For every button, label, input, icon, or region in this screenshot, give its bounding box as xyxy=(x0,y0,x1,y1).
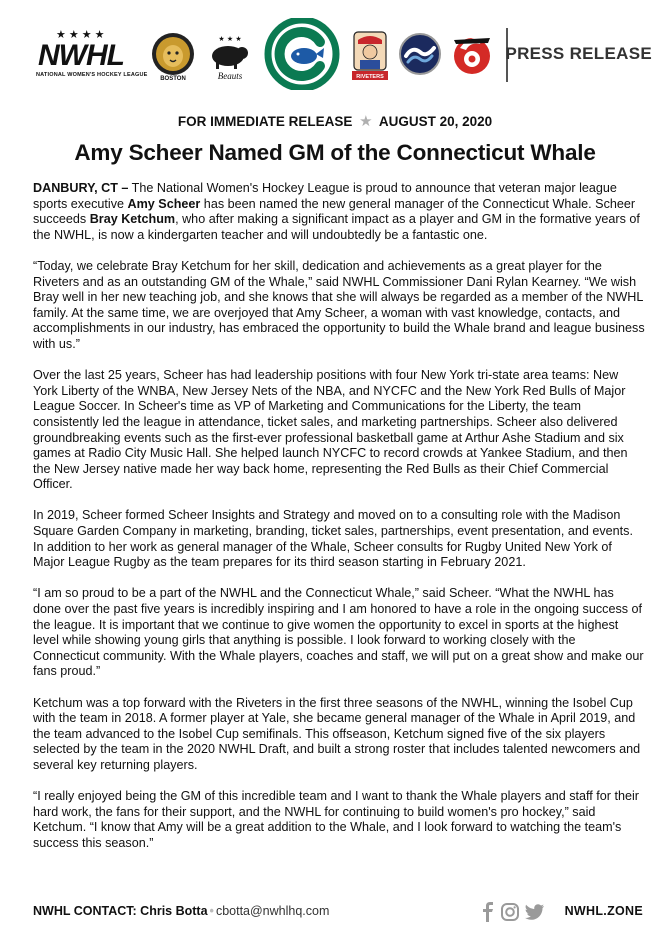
nwhl-full-name: NATIONAL WOMEN'S HOCKEY LEAGUE xyxy=(36,72,148,78)
nwhl-stars: ★★★★ xyxy=(56,29,108,41)
nwhl-wordmark: NWHL xyxy=(38,39,124,72)
for-immediate-release: FOR IMMEDIATE RELEASE xyxy=(177,114,353,129)
contact-line xyxy=(33,904,329,918)
release-dateline xyxy=(0,112,670,130)
page-title: Amy Scheer Named GM of the Connecticut Whale xyxy=(74,140,596,165)
separator: • xyxy=(209,904,214,918)
release-body xyxy=(33,181,645,867)
paragraph-2: “Today, we celebrate Bray Ketchum for her skill, dedication and achievements as a great player for the Riveters and as an outstanding GM of the Whale,” said NWHL Commissioner Dani Rylan Kearney. “We wish Bray well in her new teaching job, and she knows that she will always be regarded as a member of the NWHL family. At the same time, we are overjoyed that Amy Scheer, a woman with vast knowledge, contacts, and accomplishments in our industry, has embraced the opportunity to build the Whale brand and league business with us.” xyxy=(33,258,645,351)
six-icon xyxy=(450,30,494,78)
paragraph-5: “I am so proud to be a part of the NWHL and the Connecticut Whale,” said Scheer. “What the NWHL has done over the past five years is incredibly inspiring and I am honored to have a role in the ongoing success of the league. It is important that we continue to give women the opportunity to excel in sports at the highest level while showing young girls that anything is possible. I look forward to working closely with the Connecticut community. With the Whale players, coaches and staff, we will put on a great show and make our fans proud.” xyxy=(33,586,644,679)
riveters-icon xyxy=(350,30,390,82)
paragraph-1 xyxy=(33,181,645,243)
instagram-icon[interactable] xyxy=(501,903,519,921)
contact-label: NWHL CONTACT: xyxy=(33,904,137,918)
name-amy-scheer: Amy Scheer xyxy=(127,196,201,211)
press-release-label: PRESS RELEASE xyxy=(505,44,652,63)
paragraph-7: “I really enjoyed being the GM of this incredible team and I want to thank the Whale players and staff for their hard work, the fans for their support, and the NWHL for continuing to build women's pro hockey,” said Ketchum. “I know that Amy will be a great addition to the Whale, and I look forward to watching the team's success this season.” xyxy=(33,789,639,850)
pride-label: BOSTON xyxy=(160,76,186,82)
contact-email-link[interactable]: cbotta@nwhlhq.com xyxy=(215,904,330,918)
whale-icon xyxy=(262,18,342,90)
beauts-label: Beauts xyxy=(217,71,243,81)
paragraph-3: Over the last 25 years, Scheer has had leadership positions with four New York tri-state area teams: New York Liberty of the WNBA, New Jersey Nets of the NBA, and NYCFC and the New York Red Bulls of Major League Soccer. In Scheer's time as VP of Marketing and Communications for the Liberty, the team consistently led the league in attendance, ticket sales, and marketing partnerships. Scheer also delivered groundbreaking events such as the first-ever professional basketball game at Arthur Ashe Stadium and six games at Radio City Music Hall. She helped launch NYCFC to record crowds at Yankee Stadium, and then the New Jersey native made her way back home, representing the Red Bulls as their Chief Commercial Officer. xyxy=(33,368,628,492)
paragraph-6: Ketchum was a top forward with the Riveters in the first three seasons of the NWHL, winning the Isobel Cup with the team in 2018. A former player at Yale, she became general manager of the Whale in April 2019, and the team advanced to the Isobel Cup semifinals. This offseason, Ketchum signed five of the six players selected by the team in the 2020 NWHL Draft, and built a strong roster that includes talented newcomers and several key returning players. xyxy=(33,695,641,772)
contact-name: Chris Botta xyxy=(140,904,208,918)
paragraph-4: In 2019, Scheer formed Scheer Insights and Strategy and moved on to a consulting role with the Madison Square Garden Company in marketing, branding, ticket sales, partnerships, event presentation, and events. In addition to her work as general manager of the Whale, Scheer consults for Rugby United New York of Major League Rugby as the team prepares for its third season starting in February 2021. xyxy=(33,508,633,570)
name-bray-ketchum: Bray Ketchum xyxy=(89,212,176,227)
footer xyxy=(33,900,643,922)
paragraph-1-text-c: , who after making a significant impact as a player and GM in the formative years of the NWHL, is now a kindergarten teacher and will undoubtedly be a fantastic one. xyxy=(33,212,640,242)
star-icon: ★ xyxy=(359,113,373,130)
website-link[interactable]: NWHL.ZONE xyxy=(564,904,643,918)
facebook-icon[interactable] xyxy=(481,902,495,922)
dateline-location: DANBURY, CT – xyxy=(33,181,129,195)
pride-lion-icon xyxy=(150,30,196,82)
twitter-icon[interactable] xyxy=(525,904,545,921)
whitecaps-icon xyxy=(398,32,442,76)
nwhl-logo xyxy=(36,28,148,84)
paragraph-1-text-b: has been named the new general manager of the Connecticut Whale. Scheer succeeds xyxy=(33,196,636,227)
beauts-buffalo-icon xyxy=(204,32,256,82)
release-date: AUGUST 20, 2020 xyxy=(378,114,493,129)
svg-text:★ ★ ★: ★ ★ ★ xyxy=(218,35,242,43)
header xyxy=(32,18,652,88)
riveters-label: RIVETERS xyxy=(356,74,384,80)
paragraph-1-text-a: The National Women's Hockey League is proud to announce that veteran major league sports executive xyxy=(33,181,617,211)
